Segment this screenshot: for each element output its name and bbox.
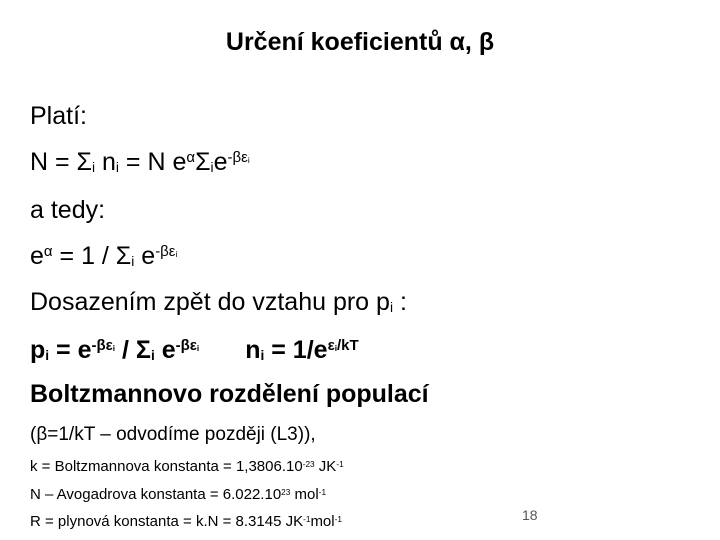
eq2-sup-c-sub: i bbox=[175, 249, 178, 259]
eq1-part-e: e bbox=[213, 148, 228, 176]
eq1-sup-e-sub: i bbox=[247, 155, 250, 165]
k-text: k = Boltzmannova konstanta = 1,3806.10 bbox=[30, 458, 303, 475]
eq2-part-b: = 1 / Σ bbox=[52, 242, 132, 270]
line-a-tedy: a tedy: bbox=[30, 196, 106, 224]
eq3-n: n bbox=[245, 336, 261, 364]
eq2-sup-a: α bbox=[43, 242, 53, 260]
eq3-part-b: / Σ bbox=[115, 336, 151, 364]
eq3-part-c: e bbox=[154, 336, 176, 364]
r-sup: -1 bbox=[303, 514, 311, 524]
na-unit-sup: -1 bbox=[318, 487, 327, 497]
eq1-sup-e-text: -βε bbox=[227, 148, 248, 166]
eq3-p: p bbox=[30, 336, 46, 364]
eq2-sup-c bbox=[155, 243, 177, 260]
eq3-sup-c bbox=[176, 337, 200, 354]
eq3-part-d: = 1/e bbox=[264, 336, 328, 364]
equation-n-sum bbox=[30, 148, 250, 177]
eq1-sup-e bbox=[228, 149, 250, 166]
eq1-sup-c: α bbox=[186, 148, 196, 166]
eq1-sub-d: i bbox=[210, 160, 214, 176]
eq3-sup-d-end: /kT bbox=[336, 336, 359, 354]
eq3-sup-a bbox=[92, 337, 116, 354]
note-beta: (β=1/kT – odvodíme později (L3)), bbox=[30, 424, 316, 445]
eq3-n-sub: i bbox=[260, 348, 265, 364]
r-text: R = plynová konstanta = k.N = 8.3145 JK bbox=[30, 513, 304, 530]
eq3-sup-c-text: -βε bbox=[175, 336, 197, 354]
eq3-sup-a-sub: i bbox=[112, 343, 116, 353]
eq3-sup-d bbox=[328, 337, 359, 354]
eq1-part-b: n bbox=[95, 148, 116, 176]
eq3-p-sub: i bbox=[45, 348, 50, 364]
na-text: N – Avogadrova konstanta = 6.022.10 bbox=[30, 486, 282, 503]
eq2-part-a: e bbox=[30, 242, 44, 270]
eq1-sub-a: i bbox=[92, 160, 96, 176]
eq2-part-c: e bbox=[134, 242, 156, 270]
r-unit: mol bbox=[310, 513, 335, 530]
eq3-sup-d-text: ε bbox=[327, 336, 335, 354]
line-plati: Platí: bbox=[30, 102, 87, 130]
dosaz-text: Dosazením zpět do vztahu pro p bbox=[30, 288, 390, 316]
slide-title: Určení koeficientů α, β bbox=[225, 28, 495, 56]
equation-e-alpha bbox=[30, 242, 177, 271]
eq2-sup-c-text: -βε bbox=[155, 242, 176, 260]
dosaz-end: : bbox=[393, 288, 407, 316]
constant-k bbox=[30, 458, 344, 475]
r-unit-sup: -1 bbox=[334, 514, 342, 524]
eq1-part-a: N = Σ bbox=[30, 148, 92, 176]
eq3-sup-c-sub: i bbox=[196, 343, 200, 353]
heading-boltzmann: Boltzmannovo rozdělení populací bbox=[30, 380, 429, 408]
eq3-sup-d-sub: i bbox=[334, 343, 337, 353]
eq2-sub-b: i bbox=[131, 254, 135, 270]
eq3-sup-a-text: -βε bbox=[91, 336, 113, 354]
k-sup: -23 bbox=[302, 459, 315, 469]
equation-pi-ni bbox=[30, 336, 359, 365]
eq1-part-d: Σ bbox=[195, 148, 211, 176]
na-unit: mol bbox=[290, 486, 319, 503]
constant-r bbox=[30, 513, 342, 530]
eq3-sub-b: i bbox=[150, 348, 155, 364]
dosaz-sub: i bbox=[389, 300, 393, 316]
line-dosazenim bbox=[30, 288, 407, 317]
constant-na bbox=[30, 486, 326, 503]
eq3-part-a: = e bbox=[49, 336, 92, 364]
na-sup: 23 bbox=[281, 487, 291, 497]
k-unit-sup: -1 bbox=[336, 459, 344, 469]
k-unit: JK bbox=[314, 458, 337, 475]
page-number: 18 bbox=[522, 507, 538, 523]
eq1-sub-b: i bbox=[115, 160, 119, 176]
eq1-part-c: = N e bbox=[118, 148, 187, 176]
